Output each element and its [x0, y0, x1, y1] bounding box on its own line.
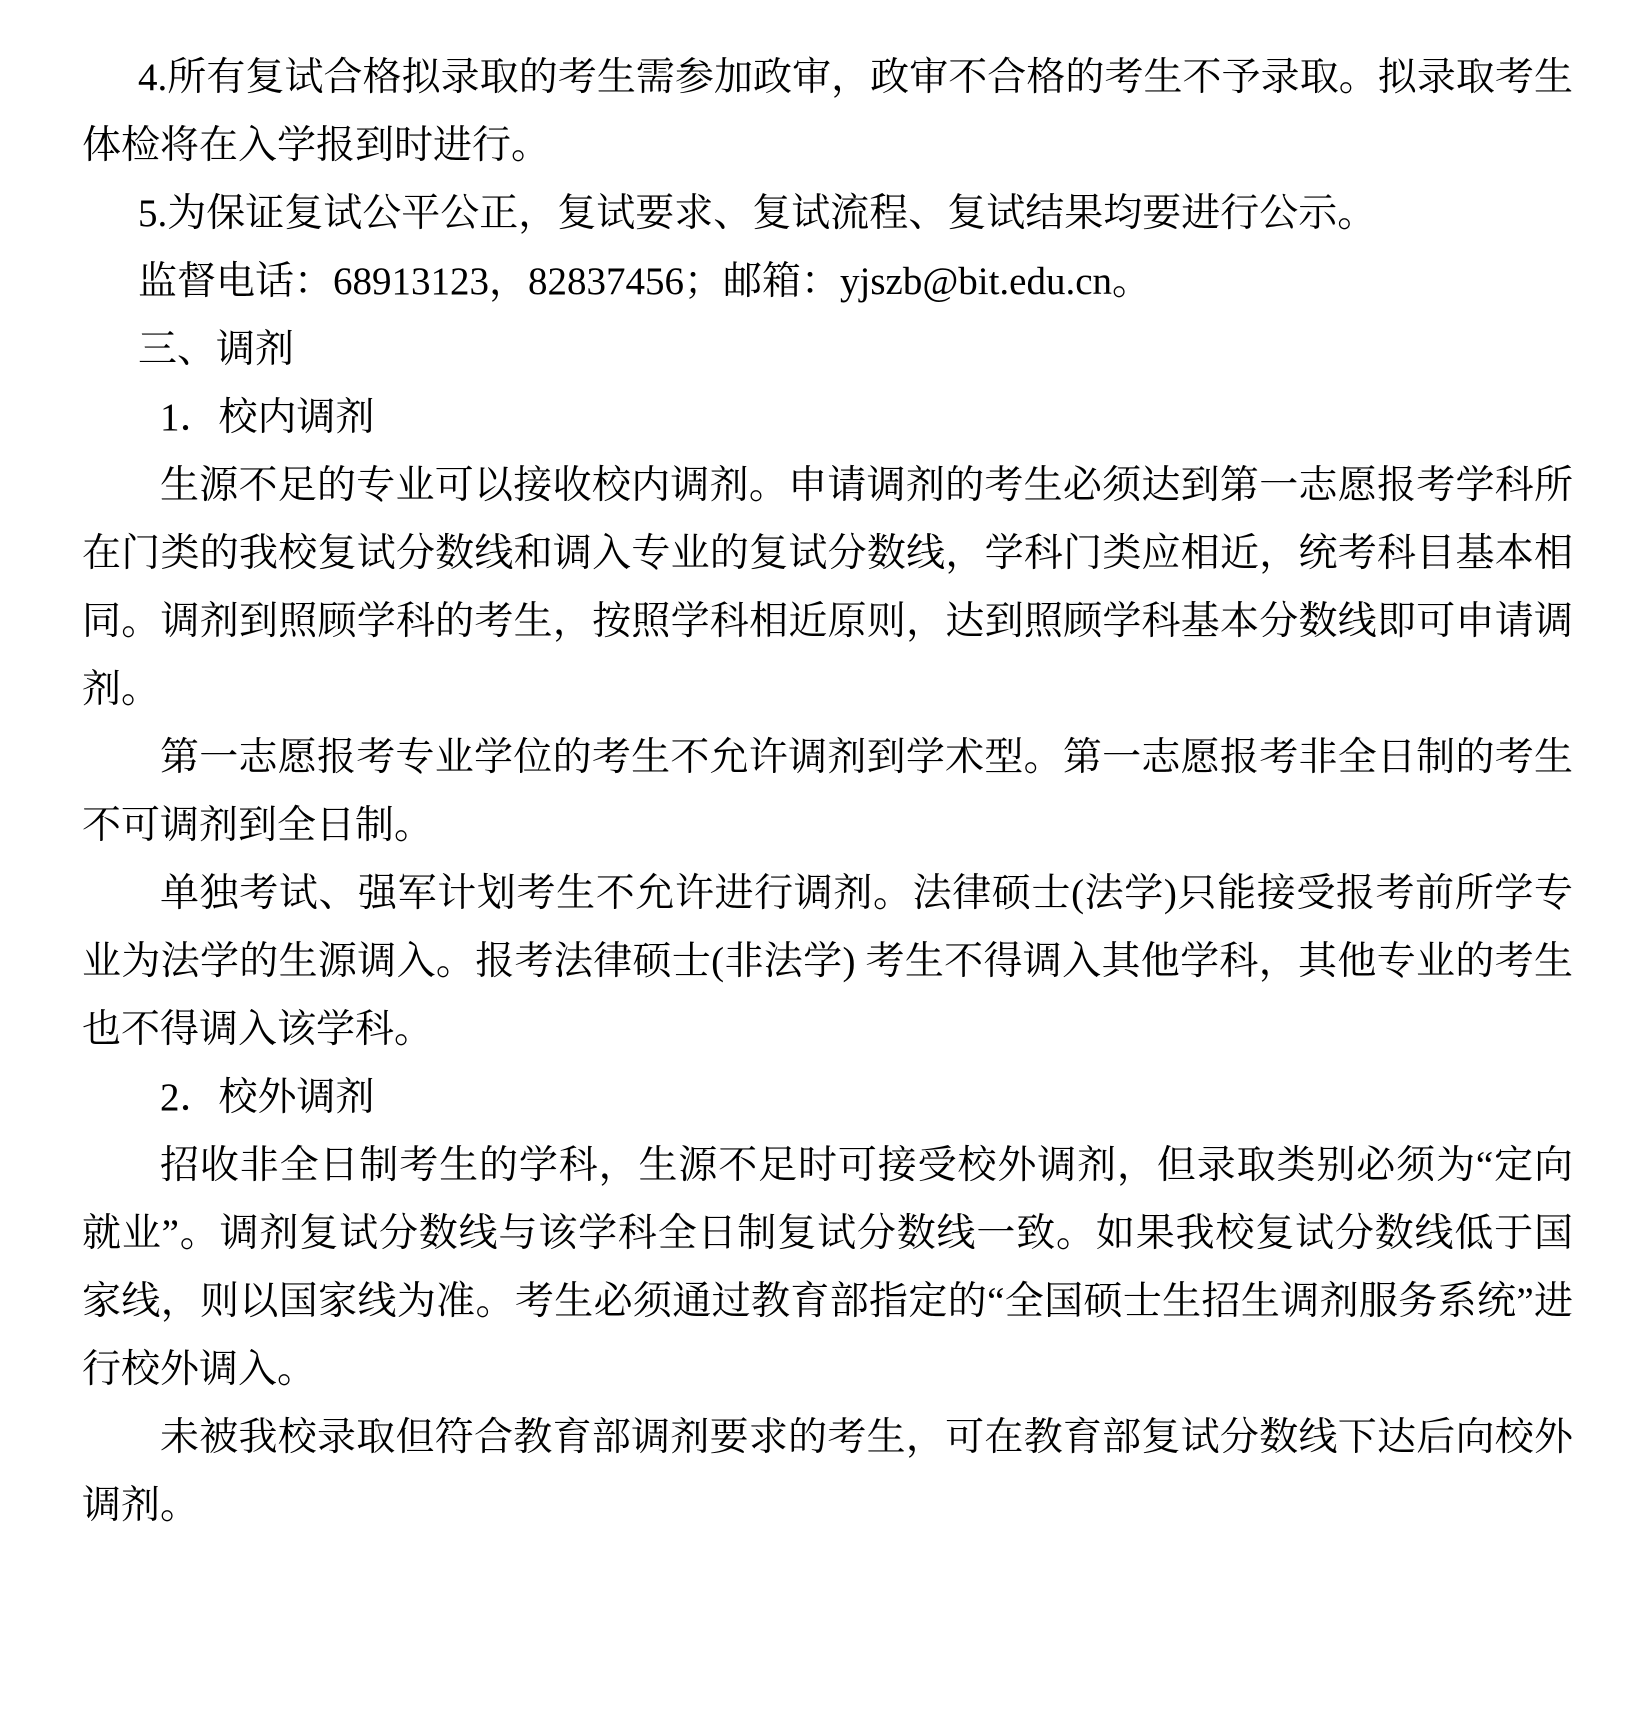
paragraph-publicity: 5.为保证复试公平公正，复试要求、复试流程、复试结果均要进行公示。: [138, 192, 1377, 235]
paragraph-special-program-restriction: 单独考试、强军计划考生不允许进行调剂。法律硕士(法学)只能接受报考前所学专业为法学的生源调入。报考法律硕士(非法学) 考生不得调入其他学科，其他专业的考生也不得调入该学科。: [82, 872, 1573, 1051]
paragraph-internal-transfer-rules: 生源不足的专业可以接收校内调剂。申请调剂的考生必须达到第一志愿报考学科所在门类的我校复试分数线和调入专业的复试分数线，学科门类应相近，统考科目基本相同。调剂到照顾学科的考生，按照学科相近原则，达到照顾学科基本分数线即可申请调剂。: [82, 464, 1573, 711]
supervision-contact-line: 监督电话：68913123，82837456；邮箱：yjszb@bit.edu.cn。: [138, 260, 1152, 303]
paragraph-external-transfer-rules: 招收非全日制考生的学科，生源不足时可接受校外调剂，但录取类别必须为“定向就业”。调剂复试分数线与该学科全日制复试分数线一致。如果我校复试分数线低于国家线，则以国家线为准。考生必须通过教育部指定的“全国硕士生招生调剂服务系统”进行校外调入。: [82, 1144, 1573, 1391]
paragraph-political-review: 4.所有复试合格拟录取的考生需参加政审，政审不合格的考生不予录取。拟录取考生体检将在入学报到时进行。: [82, 56, 1573, 167]
subsection-heading-external-transfer: 2．校外调剂: [160, 1076, 375, 1119]
paragraph-degree-type-restriction: 第一志愿报考专业学位的考生不允许调剂到学术型。第一志愿报考非全日制的考生不可调剂到全日制。: [82, 736, 1573, 847]
section-heading-transfer: 三、调剂: [138, 328, 295, 371]
subsection-heading-internal-transfer: 1．校内调剂: [160, 396, 375, 439]
paragraph-moe-external-transfer: 未被我校录取但符合教育部调剂要求的考生，可在教育部复试分数线下达后向校外调剂。: [82, 1416, 1573, 1527]
